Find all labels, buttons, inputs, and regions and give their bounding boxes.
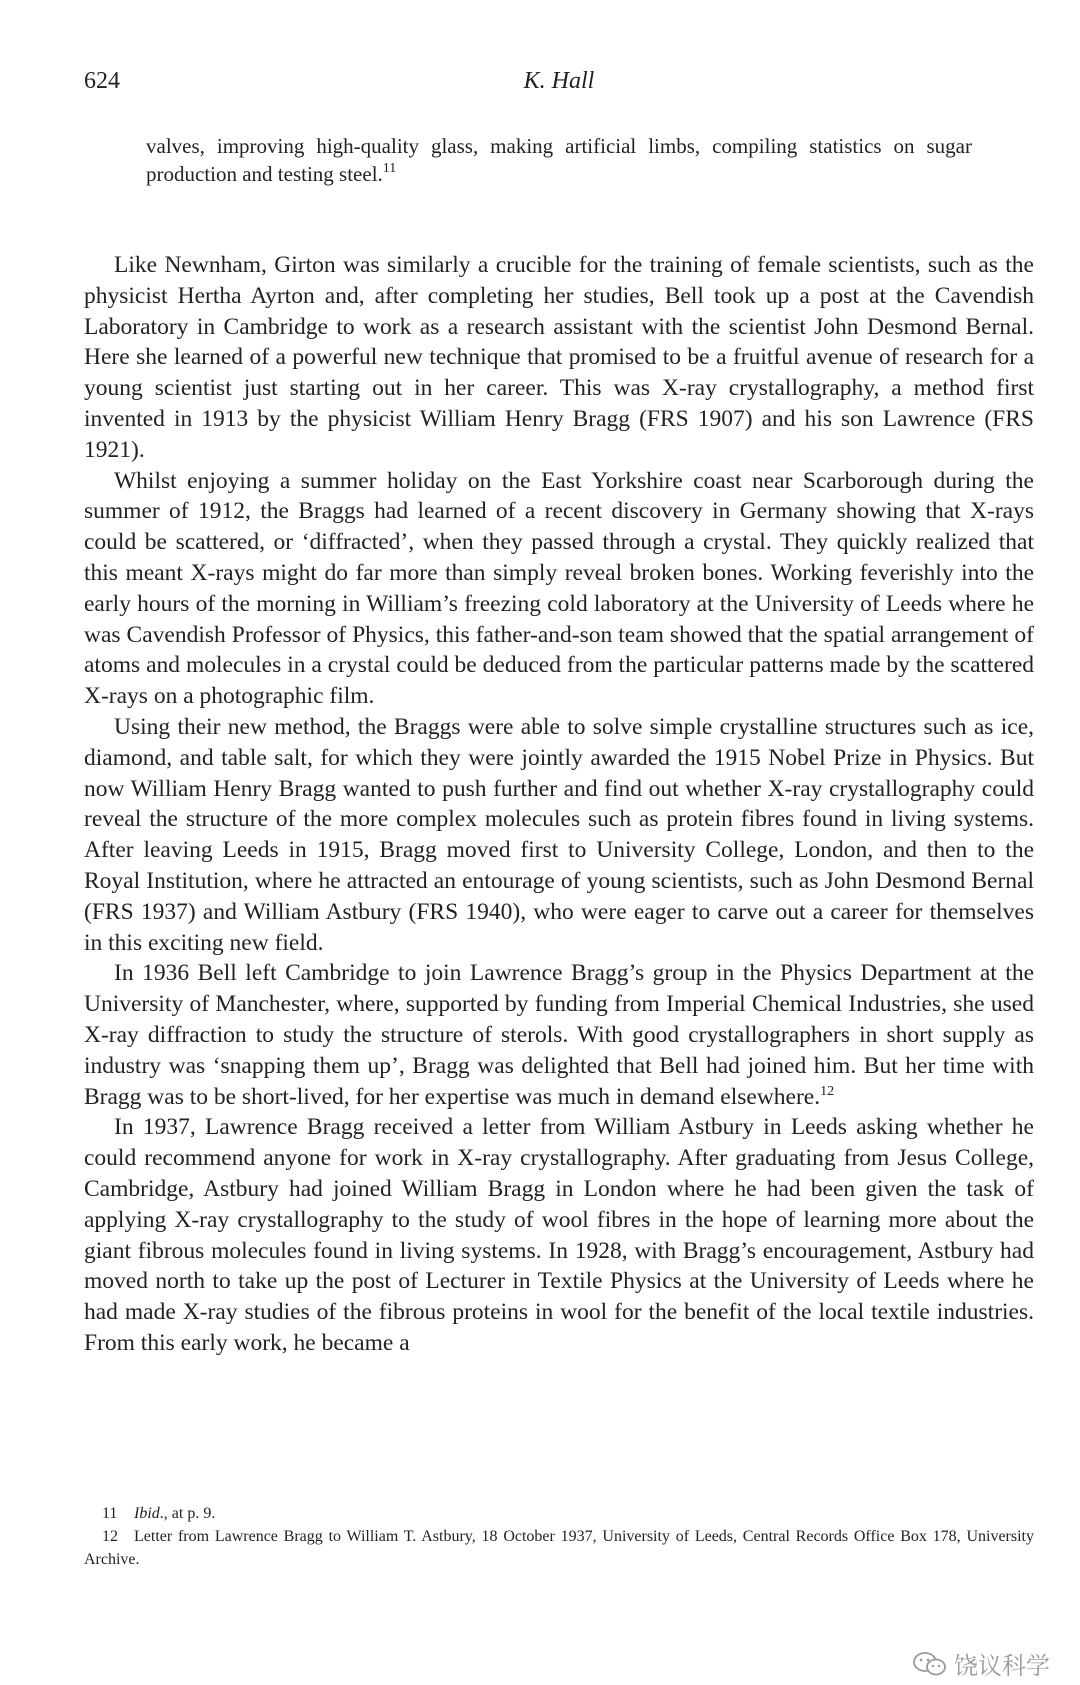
- block-quote: [146, 132, 972, 188]
- watermark: [912, 1646, 1050, 1681]
- page: [84, 62, 1034, 1359]
- body-text: [84, 250, 1034, 1359]
- wechat-icon: [912, 1651, 948, 1677]
- paragraph-5: In 1937, Lawrence Bragg received a letter from William Astbury in Leeds asking whether he could recommend anyone for work in X-ray crystallography. After graduating from Jesus College, Cambridge, Astbury had joined William Bragg in London where he had been given the task of applying X-ray crystallography to the study of wool fibres in the hope of learning more about the giant fibrous molecules found in living systems. In 1928, with Bragg’s encouragement, Astbury had moved north to take up the post of Lecturer in Textile Physics at the University of Leeds where he had made X-ray studies of the fibrous proteins in wool for the benefit of the local textile industries. From this early work, he became a: [84, 1114, 1034, 1356]
- footnote-12: [84, 1525, 1034, 1571]
- block-quote-text: valves, improving high-quality glass, making artificial limbs, compiling statistics on sugar production and testing steel.: [146, 134, 972, 186]
- footnote-text: ., at p. 9.: [159, 1505, 216, 1522]
- footnote-italic-text: Ibid: [134, 1505, 160, 1522]
- footnote-text: Letter from Lawrence Bragg to William T. Astbury, 18 October 1937, University of Leeds, Central Records Office Box 178, University Archive.: [84, 1528, 1034, 1568]
- paragraph-4: [84, 958, 1034, 1112]
- footnote-ref-11[interactable]: 11: [382, 161, 397, 176]
- footnote-number: 12: [102, 1528, 118, 1545]
- watermark-text: 饶议科学: [954, 1652, 1050, 1680]
- footnote-ref-12[interactable]: 12: [820, 1083, 835, 1099]
- footnote-number: 11: [102, 1505, 118, 1522]
- footnote-11: [84, 1502, 1034, 1525]
- running-title: K. Hall: [523, 68, 595, 94]
- paragraph-2: Whilst enjoying a summer holiday on the East Yorkshire coast near Scarborough during the summer of 1912, the Braggs had learned of a recent discovery in Germany showing that X-rays could be scattered, or ‘diffracted’, when they passed through a crystal. They quickly realized that this meant X-rays might do far more than simply reveal broken bones. Working feverishly into the early hours of the morning in William’s freezing cold laboratory at the University of Leeds where he was Cavendish Professor of Physics, this father-and-son team showed that the spatial arrangement of atoms and molecules in a crystal could be deduced from the particular patterns made by the scattered X-rays on a photographic film.: [84, 467, 1034, 710]
- paragraph-4-text: In 1936 Bell left Cambridge to join Lawrence Bragg’s group in the Physics Department at the University of Manchester, where, supported by funding from Imperial Chemical Industries, she used X-ray diffraction to study the structure of sterols. With good crystallographers in short supply as industry was ‘snapping them up’, Bragg was delighted that Bell had joined him. But her time with Bragg was to be short-lived, for her expertise was much in demand elsewhere.: [84, 960, 1034, 1110]
- running-head: [84, 62, 1034, 102]
- paragraph-3: Using their new method, the Braggs were able to solve simple crystalline structures such as ice, diamond, and table salt, for which they were jointly awarded the 1915 Nobel Prize in Physics. But now William Henry Bragg wanted to push further and find out whether X-ray crystallography could reveal the structure of the more complex molecules such as protein fibres found in living systems. After leaving Leeds in 1915, Bragg moved first to University College, London, and then to the Royal Institution, where he attracted an entourage of young scientists, such as John Desmond Bernal (FRS 1937) and William Astbury (FRS 1940), who were eager to carve out a career for themselves in this exciting new field.: [84, 713, 1034, 956]
- paragraph-1: Like Newnham, Girton was similarly a crucible for the training of female scientists, such as the physicist Hertha Ayrton and, after completing her studies, Bell took up a post at the Cavendish Laboratory in Cambridge to work as a research assistant with the scientist John Desmond Bernal. Here she learned of a powerful new technique that promised to be a fruitful avenue of research for a young scientist just starting out in her career. This was X-ray crystallography, a method first invented in 1913 by the physicist William Henry Bragg (FRS 1907) and his son Lawrence (FRS 1921).: [84, 252, 1034, 463]
- footnotes: [84, 1502, 1034, 1571]
- page-number: 624: [84, 68, 120, 94]
